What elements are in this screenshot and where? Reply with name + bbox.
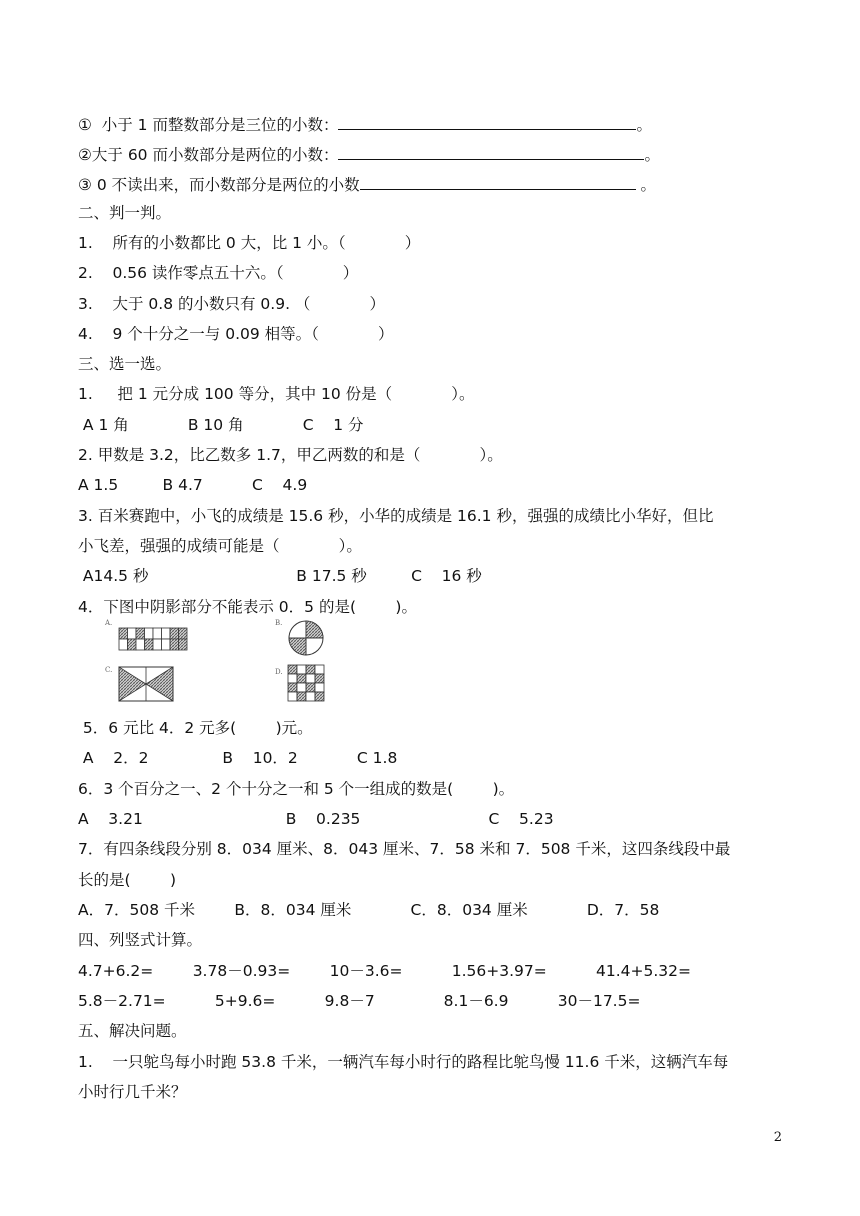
judge-item-1: 1. 所有的小数都比 0 大，比 1 小。（ ） (78, 234, 421, 252)
figure-a-grid (104, 617, 194, 657)
figure-a (104, 617, 194, 661)
figure-b-label: B. (275, 619, 283, 627)
calc-row-1: 4.7+6.2= 3.78－0.93= 10－3.6= 1.56+3.97= 41.4+5.32= (78, 962, 692, 980)
figure-c-label: C. (105, 666, 113, 674)
figure-b (274, 617, 334, 663)
figure-cell (306, 683, 315, 692)
figure-cell (297, 674, 306, 683)
choice-q3-options: A14.5 秒 B 17.5 秒 C 16 秒 (78, 567, 482, 585)
figure-cell (315, 665, 324, 674)
figure-cell (162, 639, 171, 650)
figure-cell (162, 628, 171, 639)
judge-item-3: 3. 大于 0.8 的小数只有 0.9. （ ） (78, 295, 386, 313)
section-3-title: 三、选一选。 (78, 355, 172, 373)
choice-q5: 5．6 元比 4．2 元多( )元。 (78, 719, 313, 737)
section-2-title: 二、判一判。 (78, 204, 172, 222)
figure-cell (145, 639, 154, 650)
choice-q2: 2. 甲数是 3.2，比乙数多 1.7，甲乙两数的和是（ ）。 (78, 446, 503, 464)
figure-d-grid (274, 662, 334, 704)
figure-c-bowtie (104, 662, 194, 704)
choice-q2-options: A 1.5 B 4.7 C 4.9 (78, 476, 308, 494)
figure-cell (170, 639, 179, 650)
figure-cell (179, 639, 188, 650)
choice-q1: 1. 把 1 元分成 100 等分，其中 10 份是（ ）。 (78, 385, 475, 403)
figure-a-label: A. (105, 619, 113, 627)
choice-q7-line-2: 长的是( ) (78, 871, 177, 889)
judge-item-2: 2. 0.56 读作零点五十六。（ ） (78, 264, 359, 282)
fill-line-2: ②大于 60 而小数部分是两位的小数： 。 (78, 143, 660, 165)
figure-cell (128, 639, 137, 650)
figure-cell (170, 628, 179, 639)
figure-b-circle (274, 617, 334, 659)
choice-q5-options: A 2．2 B 10．2 C 1.8 (78, 749, 398, 767)
choice-q6: 6．3 个百分之一、2 个十分之一和 5 个一组成的数是( )。 (78, 780, 515, 798)
problem-q1-line-2: 小时行几千米？ (78, 1083, 187, 1101)
figure-cell (136, 639, 145, 650)
figure-cell (297, 692, 306, 701)
figure-cell (297, 665, 306, 674)
figure-cell (306, 674, 315, 683)
figure-cell (153, 628, 162, 639)
figure-cell (288, 674, 297, 683)
page-number: 2 (773, 1130, 782, 1145)
figure-cell (306, 692, 315, 701)
calc-row-2: 5.8－2.71= 5+9.6= 9.8－7 8.1－6.9 30－17.5= (78, 992, 641, 1010)
problem-q1-line-1: 1. 一只鸵鸟每小时跑 53.8 千米，一辆汽车每小时行的路程比鸵鸟慢 11.6 千米，这辆汽车每 (78, 1053, 729, 1071)
figure-d (274, 662, 334, 708)
answer-blank-2[interactable] (338, 143, 644, 160)
fill-line-3-text: ③ 0 不读出来，而小数部分是两位的小数 (78, 176, 360, 194)
choice-q4: 4．下图中阴影部分不能表示 0．5 的是( )。 (78, 598, 417, 616)
section-5-title: 五、解决问题。 (78, 1022, 187, 1040)
figure-cell (288, 665, 297, 674)
figure-cell (119, 628, 128, 639)
figure-cell (145, 628, 154, 639)
figure-cell (136, 628, 145, 639)
section-4-title: 四、列竖式计算。 (78, 931, 203, 949)
judge-item-4: 4. 9 个十分之一与 0.09 相等。（ ） (78, 325, 394, 343)
fill-line-3: ③ 0 不读出来，而小数部分是两位的小数 。 (78, 173, 656, 195)
figure-cell (128, 628, 137, 639)
figure-c (104, 662, 194, 708)
figure-cell (315, 674, 324, 683)
figure-d-label: D. (275, 668, 283, 676)
figure-cell (153, 639, 162, 650)
fill-line-1: ① 小于 1 而整数部分是三位的小数： 。 (78, 113, 652, 135)
figure-cell (179, 628, 188, 639)
choice-q1-options: A 1 角 B 10 角 C 1 分 (78, 416, 364, 434)
answer-blank-3[interactable] (360, 173, 636, 190)
figure-cell (315, 683, 324, 692)
figure-cell (297, 683, 306, 692)
figure-cell (306, 665, 315, 674)
fill-line-2-text: ②大于 60 而小数部分是两位的小数： (78, 146, 339, 164)
choice-q6-options: A 3.21 B 0.235 C 5.23 (78, 810, 554, 828)
figure-cell (288, 683, 297, 692)
figure-cell (119, 639, 128, 650)
choice-q7-options: A．7．508 千米 B．8．034 厘米 C．8．034 厘米 D．7．58 (78, 901, 660, 919)
choice-q3-line-2: 小飞差，强强的成绩可能是（ ）。 (78, 537, 362, 555)
figure-cell (288, 692, 297, 701)
fill-line-1-text: ① 小于 1 而整数部分是三位的小数： (78, 116, 339, 134)
choice-q3-line-1: 3. 百米赛跑中，小飞的成绩是 15.6 秒，小华的成绩是 16.1 秒，强强的成绩比小华好，但比 (78, 507, 714, 525)
figure-cell (315, 692, 324, 701)
choice-q7-line-1: 7．有四条线段分别 8．034 厘米、8．043 厘米、7．58 米和 7．508 千米，这四条线段中最 (78, 840, 731, 858)
answer-blank-1[interactable] (338, 113, 636, 130)
